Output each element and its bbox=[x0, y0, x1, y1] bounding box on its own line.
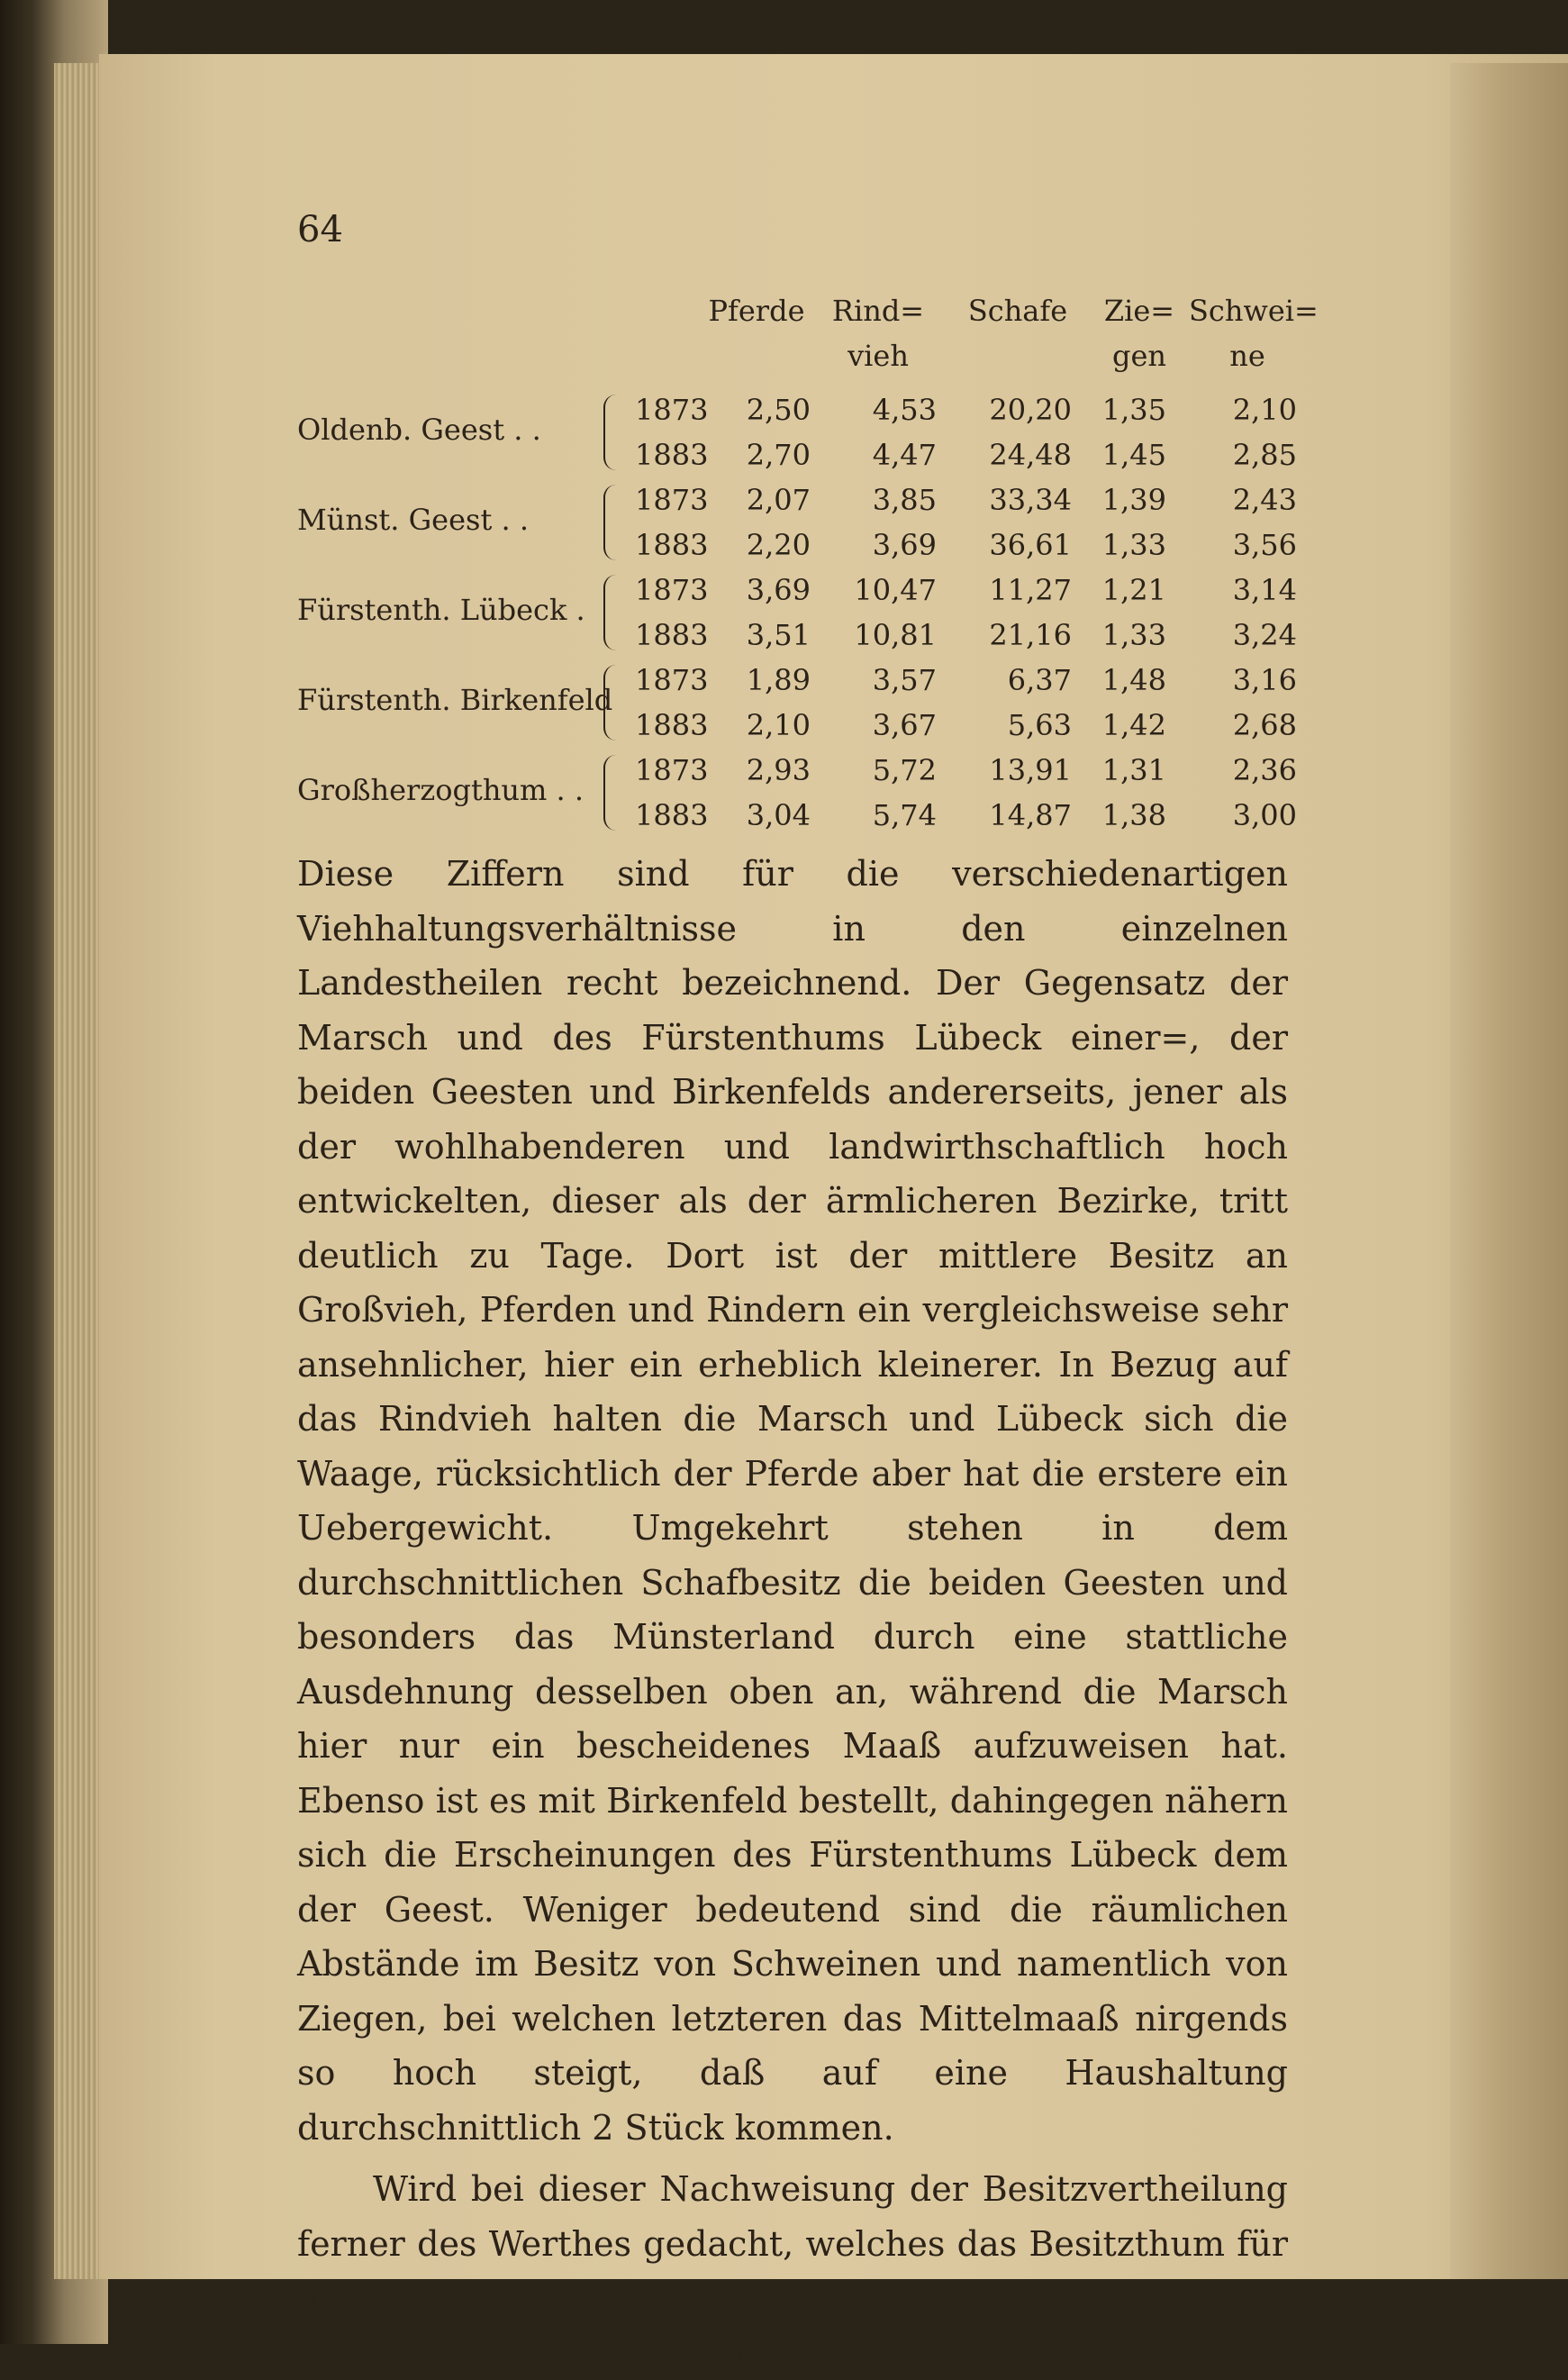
year-cell: 1873 bbox=[635, 573, 709, 607]
value-cell: 5,74 bbox=[872, 798, 937, 832]
table-group bbox=[297, 568, 1297, 658]
value-cell: 3,24 bbox=[1232, 618, 1297, 652]
value-cell: 1,35 bbox=[1101, 393, 1166, 427]
region-label: Münst. Geest . . bbox=[297, 503, 530, 537]
value-cell: 4,53 bbox=[872, 393, 937, 427]
page-fold bbox=[1450, 63, 1568, 2279]
brace bbox=[603, 395, 625, 470]
header-rindvieh: Rind= vieh bbox=[831, 294, 925, 373]
value-cell: 3,04 bbox=[746, 798, 811, 832]
year-cell: 1883 bbox=[635, 798, 709, 832]
brace bbox=[603, 575, 625, 650]
value-cell: 6,37 bbox=[1007, 663, 1072, 697]
value-cell: 2,50 bbox=[746, 393, 811, 427]
table-group bbox=[297, 387, 1297, 477]
value-cell: 5,63 bbox=[1007, 708, 1072, 742]
year-cell: 1873 bbox=[635, 393, 709, 427]
paragraph-1: Diese Ziffern sind für die verschiedenartigen Viehhaltungsverhältnisse in den einzelnen Landestheilen recht bezeichnend. Der Gegensatz der Marsch und des Fürstenthums Lübeck einer=, der beiden Geesten und Birkenfelds andererseits, jener als der wohlhabenderen und landwirthschaftlich hoch entwickelten, dieser als der ärmlicheren Bezirke, tritt deutlich zu Tage. Dort ist der mittlere Besitz an Großvieh, Pferden und Rindern ein vergleichsweise sehr ansehnlicher, hier ein erheblich kleinerer. In Bezug auf das Rindvieh halten die Marsch und Lübeck sich die Waage, rücksichtlich der Pferde aber hat die erstere ein Uebergewicht. Umgekehrt stehen in dem durchschnittlichen Schafbesitz die beiden Geesten und besonders das Münsterland durch eine stattliche Ausdehnung desselben oben an, während die Marsch hier nur ein bescheidenes Maaß aufzuweisen hat. Ebenso ist es mit Birkenfeld bestellt, dahingegen nähern sich die Erscheinungen des Fürstenthums Lübeck dem der Geest. Weniger bedeutend sind die räumlichen Abstände im Besitz von Schweinen und namentlich von Ziegen, bei welchen letzteren das Mittelmaaß nirgends so hoch steigt, daß auf eine Haushaltung durchschnittlich 2 Stück kommen. bbox=[297, 854, 1288, 2148]
table-group bbox=[297, 658, 1297, 748]
value-cell: 11,27 bbox=[989, 573, 1072, 607]
value-cell: 2,85 bbox=[1232, 438, 1297, 472]
year-cell: 1873 bbox=[635, 483, 709, 517]
value-cell: 2,10 bbox=[746, 708, 811, 742]
value-cell: 5,72 bbox=[872, 753, 937, 787]
value-cell: 3,56 bbox=[1232, 528, 1297, 562]
value-cell: 1,45 bbox=[1101, 438, 1166, 472]
value-cell: 1,38 bbox=[1101, 798, 1166, 832]
value-cell: 24,48 bbox=[989, 438, 1072, 472]
value-cell: 2,43 bbox=[1232, 483, 1297, 517]
value-cell: 1,33 bbox=[1101, 618, 1166, 652]
table-group bbox=[297, 477, 1297, 568]
page-number: 64 bbox=[297, 209, 343, 250]
value-cell: 2,36 bbox=[1232, 753, 1297, 787]
value-cell: 20,20 bbox=[989, 393, 1072, 427]
header-ziegen: Zie= gen bbox=[1103, 294, 1175, 373]
year-cell: 1873 bbox=[635, 663, 709, 697]
value-cell: 3,69 bbox=[746, 573, 811, 607]
year-cell: 1883 bbox=[635, 618, 709, 652]
value-cell: 10,47 bbox=[854, 573, 937, 607]
value-cell: 2,68 bbox=[1232, 708, 1297, 742]
value-cell: 10,81 bbox=[854, 618, 937, 652]
body-text bbox=[297, 847, 1288, 2380]
value-cell: 36,61 bbox=[989, 528, 1072, 562]
table-header bbox=[297, 288, 1319, 387]
value-cell: 2,10 bbox=[1232, 393, 1297, 427]
year-cell: 1883 bbox=[635, 528, 709, 562]
value-cell: 3,51 bbox=[746, 618, 811, 652]
year-cell: 1873 bbox=[635, 753, 709, 787]
region-label: Fürstenth. Birkenfeld bbox=[297, 683, 613, 717]
table-group bbox=[297, 748, 1297, 838]
value-cell: 2,70 bbox=[746, 438, 811, 472]
value-cell: 2,20 bbox=[746, 528, 811, 562]
value-cell: 1,48 bbox=[1101, 663, 1166, 697]
value-cell: 3,00 bbox=[1232, 798, 1297, 832]
brace bbox=[603, 485, 625, 560]
region-label: Großherzogthum . . bbox=[297, 773, 585, 807]
header-schafe: Schafe bbox=[967, 294, 1068, 328]
brace bbox=[603, 755, 625, 831]
value-cell: 3,69 bbox=[872, 528, 937, 562]
value-cell: 21,16 bbox=[989, 618, 1072, 652]
brace bbox=[603, 665, 625, 740]
value-cell: 33,34 bbox=[989, 483, 1072, 517]
value-cell: 1,33 bbox=[1101, 528, 1166, 562]
value-cell: 1,42 bbox=[1101, 708, 1166, 742]
value-cell: 3,85 bbox=[872, 483, 937, 517]
region-label: Fürstenth. Lübeck . bbox=[297, 593, 585, 627]
livestock-table bbox=[297, 288, 1319, 838]
region-label: Oldenb. Geest . . bbox=[297, 413, 541, 447]
value-cell: 2,07 bbox=[746, 483, 811, 517]
value-cell: 4,47 bbox=[872, 438, 937, 472]
value-cell: 1,39 bbox=[1101, 483, 1166, 517]
value-cell: 3,67 bbox=[872, 708, 937, 742]
year-cell: 1883 bbox=[635, 708, 709, 742]
value-cell: 14,87 bbox=[989, 798, 1072, 832]
value-cell: 13,91 bbox=[989, 753, 1072, 787]
year-cell: 1883 bbox=[635, 438, 709, 472]
value-cell: 2,93 bbox=[746, 753, 811, 787]
value-cell: 1,21 bbox=[1101, 573, 1166, 607]
value-cell: 3,16 bbox=[1232, 663, 1297, 697]
header-schweine: Schwei= ne bbox=[1189, 294, 1319, 373]
value-cell: 3,14 bbox=[1232, 573, 1297, 607]
value-cell: 3,57 bbox=[872, 663, 937, 697]
paragraph-2: Wird bei dieser Nachweisung der Besitzvertheilung ferner des Werthes gedacht, welches das Besitzthum für den Besitzer durchschnittlich darstellt, so erhält man an Capitalwerth für je 1 Besitzer von: bbox=[297, 2169, 1288, 2373]
header-pferde: Pferde bbox=[708, 294, 805, 328]
value-cell: 1,89 bbox=[746, 663, 811, 697]
value-cell: 1,31 bbox=[1101, 753, 1166, 787]
